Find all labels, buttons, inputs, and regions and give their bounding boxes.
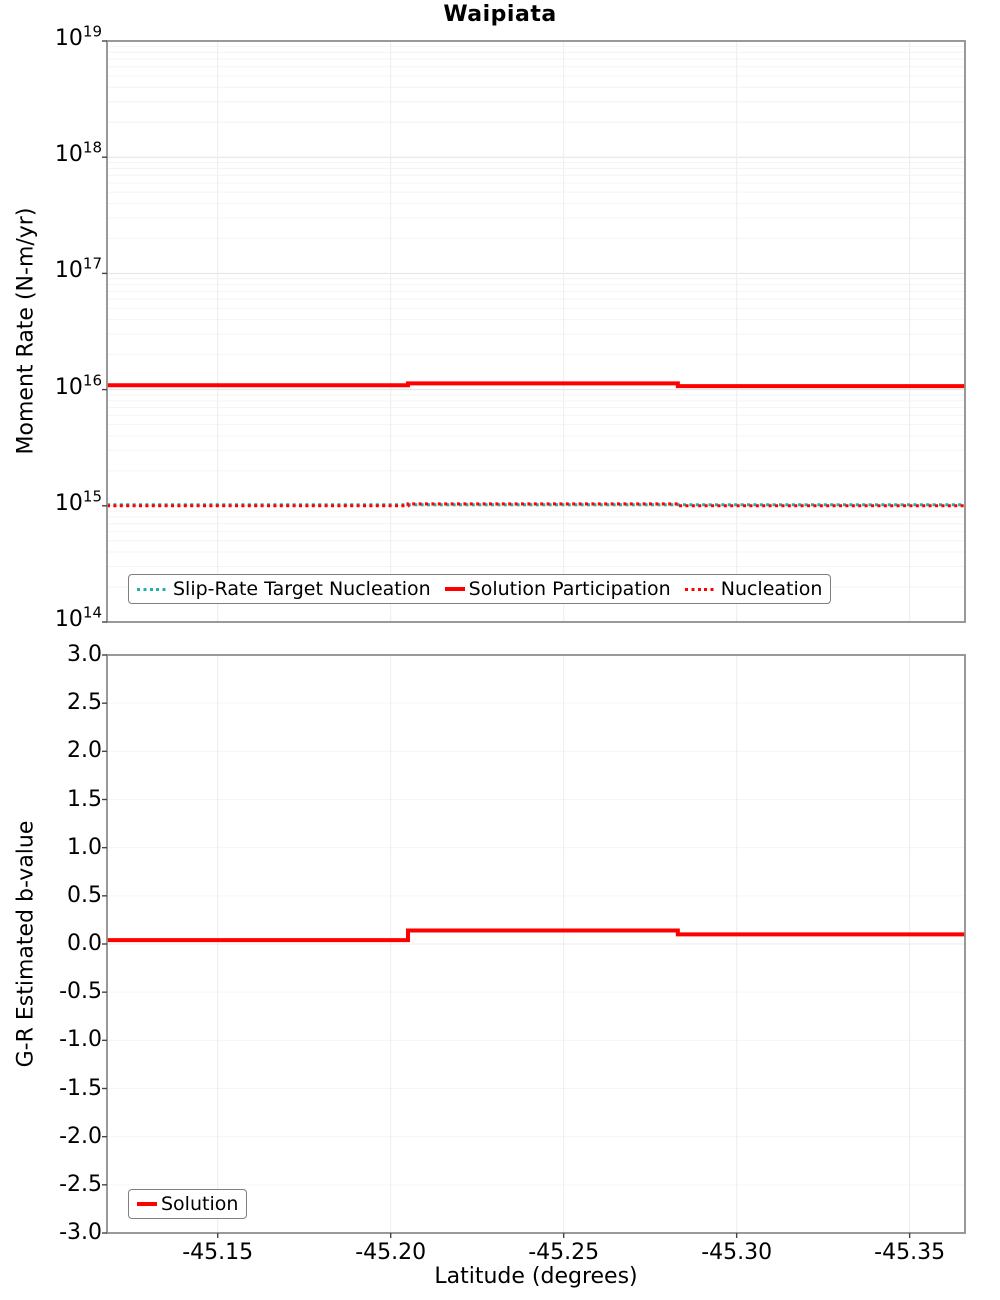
x-tick-label: -45.20	[355, 1240, 427, 1265]
y-tick-label-bottom: -2.5	[59, 1171, 102, 1197]
nucleation-line-icon	[685, 588, 717, 591]
y-tick-label-top: $10^{17}$	[54, 255, 102, 284]
solution-line-icon	[137, 1202, 157, 1206]
y-tick-label-bottom: -1.0	[59, 1027, 102, 1053]
y-tick-label-bottom: -2.0	[59, 1123, 102, 1149]
legend-bottom	[128, 1189, 247, 1219]
y-tick-label-bottom: 0.5	[67, 882, 102, 908]
y-tick-label-bottom: -0.5	[59, 979, 102, 1005]
y-tick-label-top: $10^{14}$	[54, 603, 102, 632]
y-tick-label-top: $10^{16}$	[54, 371, 102, 400]
x-tick-label: -45.35	[874, 1240, 946, 1265]
legend-label-nucleation: Nucleation	[720, 578, 823, 600]
y-axis-label-top: Moment Rate (N-m/yr)	[13, 207, 39, 455]
x-tick-label: -45.25	[528, 1240, 600, 1265]
series-solution	[107, 931, 965, 941]
legend-label-solution-participation: Solution Participation	[468, 578, 671, 600]
legend-top	[128, 574, 831, 604]
y-tick-label-top: $10^{15}$	[54, 487, 102, 516]
y-tick-label-bottom: 1.0	[67, 834, 102, 860]
y-tick-label-bottom: 0.0	[67, 931, 102, 956]
x-axis-label: Latitude (degrees)	[434, 1264, 638, 1289]
y-tick-label-bottom: 1.5	[67, 786, 102, 812]
x-tick-label: -45.15	[182, 1240, 254, 1265]
y-tick-label-bottom: -3.0	[59, 1220, 102, 1245]
legend-label-solution: Solution	[161, 1193, 239, 1215]
chart-title: Waipiata	[443, 2, 557, 27]
y-tick-label-top: $10^{19}$	[54, 22, 102, 51]
y-tick-label-bottom: 2.5	[67, 690, 102, 716]
y-tick-label-bottom: -1.5	[59, 1075, 102, 1101]
y-axis-label-bottom: G-R Estimated b-value	[13, 820, 39, 1068]
series-solution-participation	[107, 383, 965, 386]
legend-label-slip-rate-target-nucleation: Slip-Rate Target Nucleation	[173, 578, 431, 600]
y-tick-label-top: $10^{18}$	[54, 138, 102, 168]
x-tick-label: -45.30	[701, 1240, 773, 1265]
y-tick-label-bottom: 2.0	[67, 738, 102, 764]
solution-participation-line-icon	[445, 587, 465, 591]
slip-rate-target-nucleation-line-icon	[137, 588, 169, 591]
y-tick-label-bottom: 3.0	[67, 642, 102, 667]
